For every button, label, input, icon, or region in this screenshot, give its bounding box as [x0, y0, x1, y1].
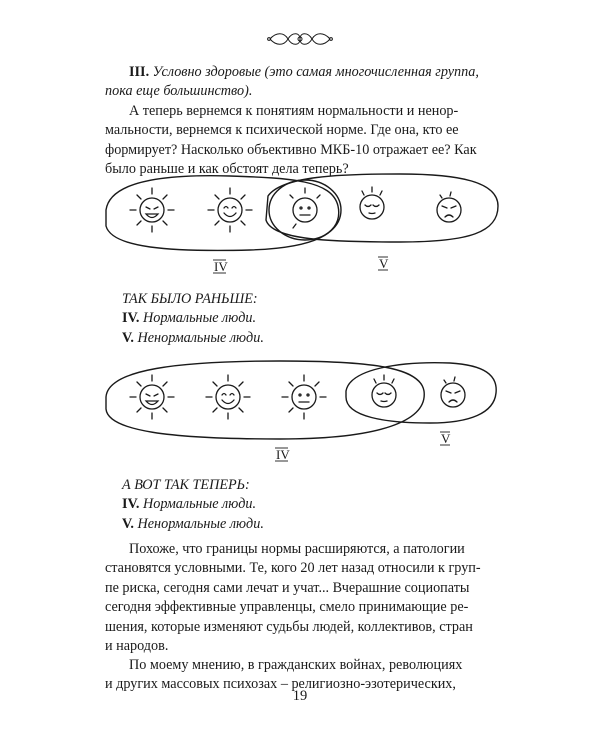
caption-before: [122, 290, 462, 348]
group-iv-boundary: [106, 361, 424, 439]
group-iv-label: IV: [276, 447, 290, 462]
section-heading-line1: Условно здоровые (это самая многочисленная группа,: [152, 64, 479, 80]
smiling-sun-face-icon: [208, 188, 252, 232]
intro-line: мальности, вернемся к психической норме. Где она, кто ее: [105, 122, 459, 139]
neutral-sun-face-icon: [290, 188, 320, 228]
body-line: и других массовых психозах – религиозно-эзотерических,: [105, 676, 456, 693]
laughing-sun-face-icon: [130, 188, 174, 232]
caption-after: [122, 476, 462, 534]
page-number: 19: [292, 688, 308, 704]
calm-face-icon: [372, 375, 396, 407]
caption-after-title: А ВОТ ТАК ТЕПЕРЬ:: [122, 477, 250, 493]
section-heading: [105, 63, 497, 102]
caption-before-item2: V. Ненормальные люди.: [122, 329, 264, 346]
intro-line: было раньше и как обстоят дела теперь?: [105, 161, 349, 178]
neutral-sun-face-icon: [282, 375, 326, 419]
caption-after-item1: IV. Нормальные люди.: [122, 496, 257, 513]
caption-before-item1: IV. Нормальные люди.: [122, 310, 257, 327]
section-heading-line2: пока еще большинство).: [105, 83, 253, 100]
diagram-before: [0, 170, 600, 280]
intro-line: А теперь вернемся к понятиям нормальности и ненор-: [129, 103, 459, 119]
body-line: и народов.: [105, 638, 169, 655]
caption-after-item2: V. Ненормальные люди.: [122, 515, 264, 532]
smiling-sun-face-icon: [206, 375, 250, 419]
body-paragraph-1: [105, 540, 497, 656]
body-line: пе риска, сегодня сами лечат и учат... Вчерашние социопаты: [105, 579, 470, 596]
body-line: По моему мнению, в гражданских войнах, революциях: [129, 657, 463, 673]
body-line: сегодня эффективные управленцы, смело принимающие ре-: [105, 599, 469, 616]
intro-line: формирует? Насколько объективно МКБ-10 отражает ее? Как: [105, 141, 477, 158]
group-iv-label: IV: [214, 259, 228, 274]
intro-paragraph: [105, 102, 497, 180]
diagram-after: [0, 357, 600, 467]
body-line: шения, которые изменяют судьбы людей, коллективов, стран: [105, 618, 473, 635]
sad-face-icon: [437, 192, 461, 222]
ornament-flourish-icon: [266, 30, 334, 48]
group-v-boundary: [346, 363, 496, 423]
group-v-boundary: [266, 174, 498, 242]
calm-face-icon: [360, 187, 384, 219]
section-number: III.: [129, 64, 150, 80]
body-line: становятся условными. Те, кого 20 лет назад относили к груп-: [105, 560, 481, 577]
sad-face-icon: [441, 377, 465, 407]
caption-before-title: ТАК БЫЛО РАНЬШЕ:: [122, 291, 258, 307]
group-v-label: V: [379, 256, 389, 271]
laughing-sun-face-icon: [130, 375, 174, 419]
body-line: Похоже, что границы нормы расширяются, а патологии: [129, 541, 465, 557]
group-v-label: V: [441, 431, 451, 446]
